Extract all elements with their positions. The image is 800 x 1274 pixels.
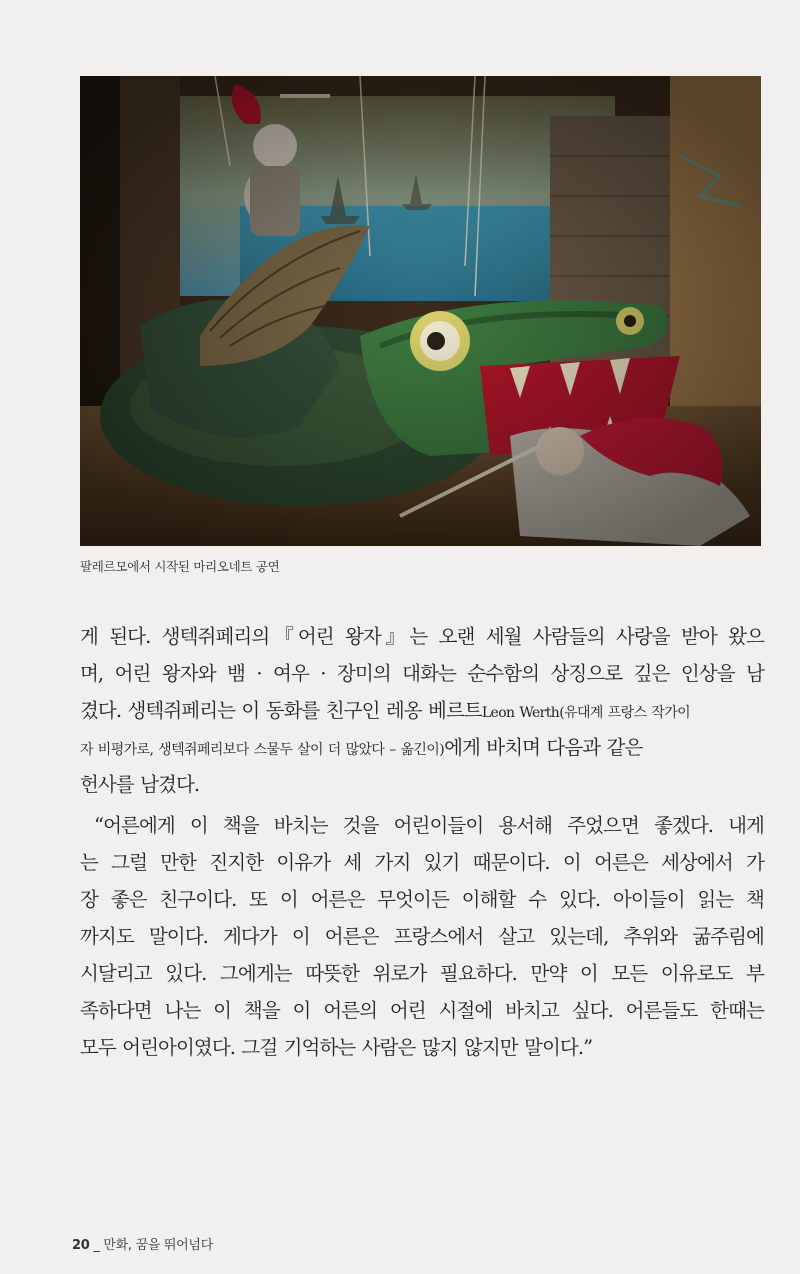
body-line: 헌사를 남겼다. <box>80 773 200 796</box>
page-number: 20 <box>72 1238 90 1253</box>
book-title: 만화, 꿈을 뛰어넘다 <box>103 1238 213 1253</box>
marionette-photo <box>80 76 761 546</box>
body-line: 게 된다. 생텍쥐페리의『어린 왕자』는 오랜 세월 사람들의 사랑을 받아 왔으 <box>80 625 764 648</box>
quote-line: “어른에게 이 책을 바치는 것을 어린이들이 용서해 주었으면 좋겠다. 내게 <box>94 814 764 837</box>
body-text <box>80 618 764 1066</box>
marionette-illustration <box>80 76 761 546</box>
body-line-text: 겼다. 생텍쥐페리는 이 동화를 친구인 레옹 베르트 <box>80 699 482 722</box>
quote-line: 시달리고 있다. 그에게는 따뜻한 위로가 필요하다. 만약 이 모든 이유로도 부 <box>80 962 764 985</box>
quote-line: 는 그럴 만한 진지한 이유가 세 가지 있기 때문이다. 이 어른은 세상에서 가 <box>80 851 764 874</box>
photo-caption: 팔레르모에서 시작된 마리오네트 공연 <box>80 559 280 574</box>
body-line: 며, 어린 왕자와 뱀 · 여우 · 장미의 대화는 순수함의 상징으로 깊은 인상을 남 <box>80 662 764 685</box>
quote-line: 장 좋은 친구이다. 또 이 어른은 무엇이든 이해할 수 있다. 아이들이 읽는 책 <box>80 888 764 911</box>
page-footer <box>72 1234 213 1253</box>
foreign-name: Leon Werth <box>481 705 560 721</box>
quote-line: 족하다면 나는 이 책을 이 어른의 어린 시절에 바치고 싶다. 어른들도 한때는 <box>80 999 764 1022</box>
footer-separator: _ <box>93 1238 100 1253</box>
quote-line: 모두 어린아이였다. 그걸 기억하는 사람은 많지 않지만 말이다.” <box>80 1036 593 1059</box>
body-line-text: 에게 바치며 다음과 같은 <box>444 736 643 759</box>
translator-note: (유대계 프랑스 작가이 <box>559 705 691 721</box>
quote-line: 까지도 말이다. 게다가 이 어른은 프랑스에서 살고 있는데, 추위와 굶주림에 <box>80 925 764 948</box>
body-line <box>80 729 764 766</box>
body-line <box>80 692 764 729</box>
translator-note: 자 비평가로, 생텍쥐페리보다 스물두 살이 더 많았다 – 옮긴이) <box>80 742 445 758</box>
